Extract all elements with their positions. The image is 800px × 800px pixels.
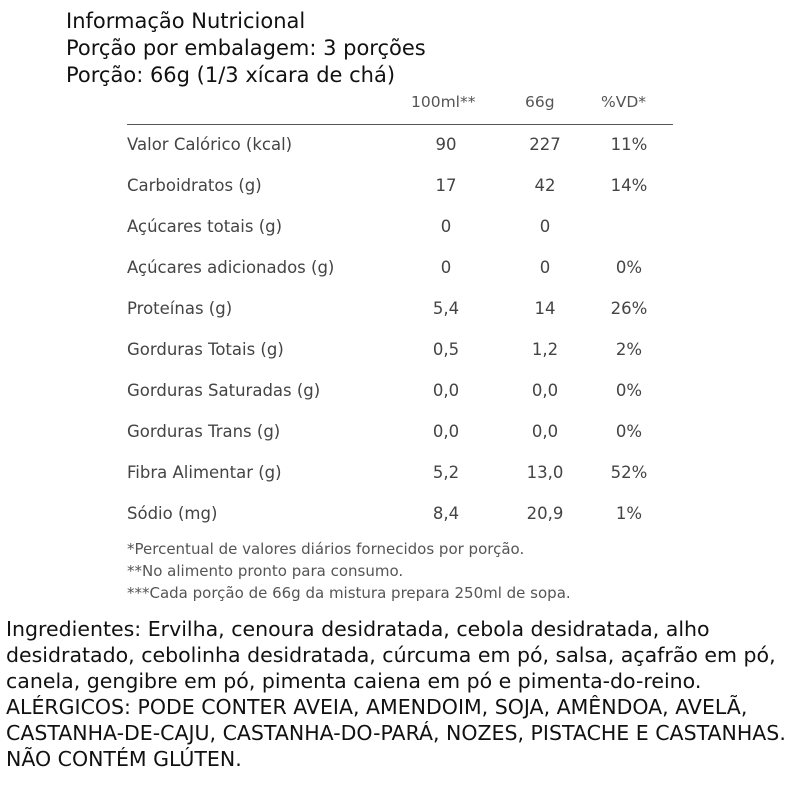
row-value-100ml: 0 bbox=[440, 217, 452, 236]
row-value-portion: 0,0 bbox=[531, 381, 559, 400]
footnote-vd: *Percentual de valores diários fornecidos por porção. bbox=[127, 540, 525, 558]
row-value-100ml: 0,5 bbox=[432, 340, 460, 359]
row-value-vd: 2% bbox=[615, 340, 643, 359]
table-row bbox=[127, 453, 673, 494]
row-label: Proteínas (g) bbox=[127, 299, 233, 318]
footnote-preparation: ***Cada porção de 66g da mistura prepara 250ml de sopa. bbox=[127, 584, 571, 602]
nutrition-title: Informação Nutricional bbox=[66, 9, 306, 33]
table-row bbox=[127, 494, 673, 535]
table-row bbox=[127, 330, 673, 371]
row-value-100ml: 0 bbox=[440, 258, 452, 277]
row-value-vd: 0% bbox=[615, 381, 643, 400]
row-value-vd: 0% bbox=[615, 422, 643, 441]
nutrition-header bbox=[66, 8, 426, 89]
servings-per-package: Porção por embalagem: 3 porções bbox=[66, 36, 426, 60]
row-value-100ml: 0,0 bbox=[432, 381, 460, 400]
nutrition-table bbox=[127, 90, 673, 535]
row-value-portion: 14 bbox=[534, 299, 556, 318]
table-footnotes bbox=[127, 538, 571, 604]
row-value-portion: 0 bbox=[539, 217, 551, 236]
row-value-portion: 42 bbox=[534, 176, 556, 195]
ingredients-list: Ingredientes: Ervilha, cenoura desidratada, cebola desidratada, alho desidratado, cebolinha desidratada, cúrcuma em pó, salsa, açafrão em pó, canela, gengibre em pó, pimenta caiena em pó e pimenta-do-reino. bbox=[6, 617, 776, 693]
row-value-vd: 1% bbox=[615, 504, 643, 523]
row-label: Gorduras Trans (g) bbox=[127, 422, 281, 441]
row-value-portion: 1,2 bbox=[531, 340, 559, 359]
table-body bbox=[127, 125, 673, 535]
row-value-portion: 0,0 bbox=[531, 422, 559, 441]
ingredients-section bbox=[6, 616, 798, 772]
table-header bbox=[127, 90, 673, 125]
row-value-100ml: 8,4 bbox=[432, 504, 460, 523]
row-value-portion: 13,0 bbox=[526, 463, 564, 482]
row-label: Carboidratos (g) bbox=[127, 176, 262, 195]
row-label: Açúcares totais (g) bbox=[127, 217, 283, 236]
allergens-warning: ALÉRGICOS: PODE CONTER AVEIA, AMENDOIM, SOJA, AMÊNDOA, AVELÃ, CASTANHA-DE-CAJU, CASTANHA-DO-PARÁ, NOZES, PISTACHE E CASTANHAS. NÃO CONTÉM GLÚTEN. bbox=[6, 695, 786, 771]
table-row bbox=[127, 166, 673, 207]
row-label: Gorduras Saturadas (g) bbox=[127, 381, 321, 400]
row-label: Fibra Alimentar (g) bbox=[127, 463, 282, 482]
row-value-vd: 26% bbox=[610, 299, 648, 318]
row-value-portion: 0 bbox=[539, 258, 551, 277]
row-label: Sódio (mg) bbox=[127, 504, 218, 523]
row-value-vd: 11% bbox=[610, 135, 648, 154]
table-row bbox=[127, 207, 673, 248]
row-value-portion: 227 bbox=[529, 135, 561, 154]
row-value-100ml: 0,0 bbox=[432, 422, 460, 441]
row-value-portion: 20,9 bbox=[526, 504, 564, 523]
table-row bbox=[127, 371, 673, 412]
row-label: Açúcares adicionados (g) bbox=[127, 258, 335, 277]
footnote-ready-to-eat: **No alimento pronto para consumo. bbox=[127, 562, 404, 580]
column-header-100ml: 100ml** bbox=[411, 93, 476, 111]
portion-size: Porção: 66g (1/3 xícara de chá) bbox=[66, 63, 396, 87]
row-value-100ml: 5,4 bbox=[432, 299, 460, 318]
table-row bbox=[127, 125, 673, 166]
table-row bbox=[127, 248, 673, 289]
row-value-100ml: 5,2 bbox=[432, 463, 460, 482]
row-value-vd: 14% bbox=[610, 176, 648, 195]
table-row bbox=[127, 412, 673, 453]
column-header-vd: %VD* bbox=[601, 93, 647, 111]
row-value-vd: 0% bbox=[615, 258, 643, 277]
row-label: Gorduras Totais (g) bbox=[127, 340, 284, 359]
row-label: Valor Calórico (kcal) bbox=[127, 135, 293, 154]
table-row bbox=[127, 289, 673, 330]
row-value-100ml: 90 bbox=[435, 135, 457, 154]
column-header-portion: 66g bbox=[525, 93, 555, 111]
row-value-100ml: 17 bbox=[435, 176, 457, 195]
row-value-vd: 52% bbox=[610, 463, 648, 482]
